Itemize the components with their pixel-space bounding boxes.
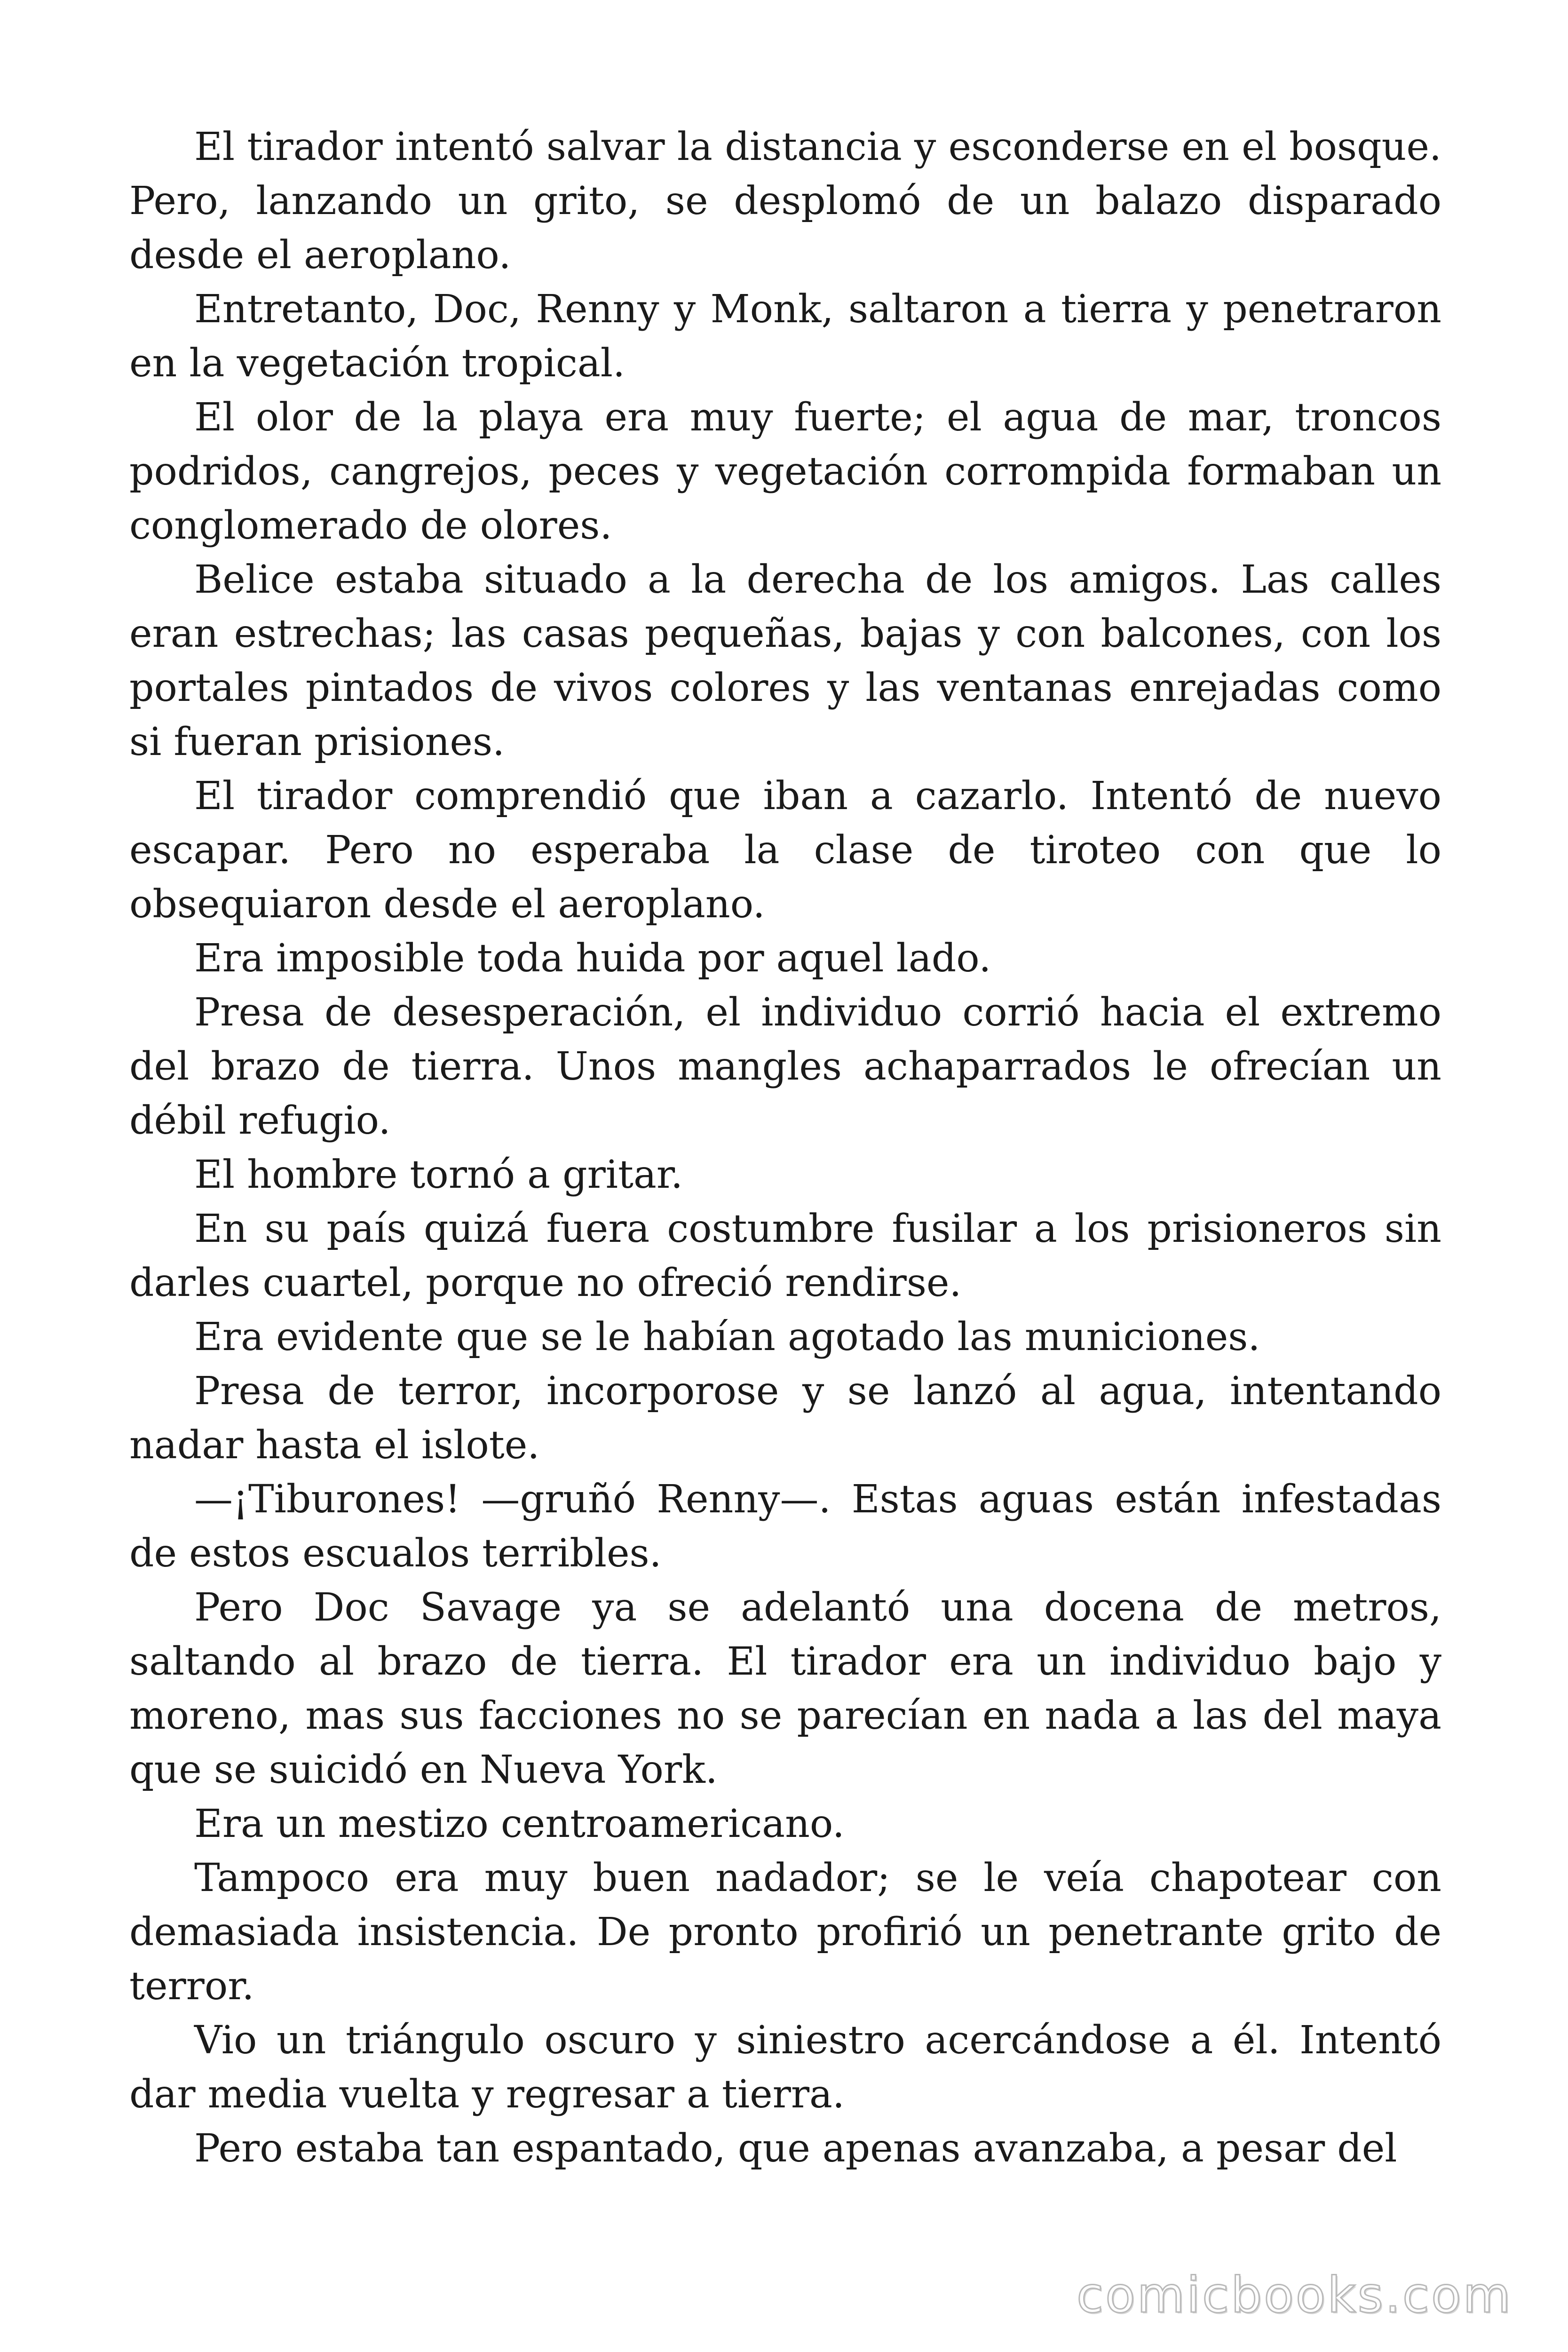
paragraph-9: En su país quizá fuera costumbre fusilar a los prisioneros sin darles cuartel, porque no ofreció rendirse. [129,1207,1441,1305]
paragraph-13: Pero Doc Savage ya se adelantó una docena de metros, saltando al brazo de tierra. El tirador era un individuo bajo y moreno, mas sus facciones no se parecían en nada a las del maya que se suicidó en Nueva York. [129,1585,1441,1792]
body-text [129,120,1441,2176]
paragraph-12: —¡Tiburones! —gruñó Renny—. Estas aguas están infestadas de estos escualos terribles. [129,1477,1441,1576]
paragraph-5: El tirador comprendió que iban a cazarlo. Intentó de nuevo escapar. Pero no esperaba la clase de tiroteo con que lo obsequiaron desde el aeroplano. [129,774,1441,927]
paragraph-15: Tampoco era muy buen nadador; se le veía chapotear con demasiada insistencia. De pronto profirió un penetrante grito de terror. [129,1856,1441,2009]
paragraph-2: Entretanto, Doc, Renny y Monk, saltaron a tierra y penetraron en la vegetación tropical. [129,287,1441,386]
watermark: comicbooks.com [1076,2266,1513,2324]
paragraph-17: Pero estaba tan espantado, que apenas avanzaba, a pesar del [194,2126,1397,2171]
paragraph-8: El hombre tornó a gritar. [194,1152,683,1197]
paragraph-16: Vio un triángulo oscuro y siniestro acercándose a él. Intentó dar media vuelta y regresar a tierra. [129,2018,1441,2117]
paragraph-11: Presa de terror, incorporose y se lanzó al agua, intentando nadar hasta el islote. [129,1369,1441,1468]
paragraph-3: El olor de la playa era muy fuerte; el agua de mar, troncos podridos, cangrejos, peces y vegetación corrompida formaban un conglomerado de olores. [129,395,1441,548]
paragraph-14: Era un mestizo centroamericano. [194,1802,845,1846]
paragraph-6: Era imposible toda huida por aquel lado. [194,936,991,981]
paragraph-7: Presa de desesperación, el individuo corrió hacia el extremo del brazo de tierra. Unos mangles achaparrados le ofrecían un débil refugio. [129,990,1441,1143]
paragraph-10: Era evidente que se le habían agotado las municiones. [194,1315,1260,1359]
paragraph-4: Belice estaba situado a la derecha de los amigos. Las calles eran estrechas; las casas pequeñas, bajas y con balcones, con los portales pintados de vivos colores y las ventanas enrejadas como si fueran prisiones. [129,557,1441,764]
paragraph-1: El tirador intentó salvar la distancia y esconderse en el bosque. Pero, lanzando un grito, se desplomó de un balazo disparado desde el aeroplano. [129,125,1441,278]
